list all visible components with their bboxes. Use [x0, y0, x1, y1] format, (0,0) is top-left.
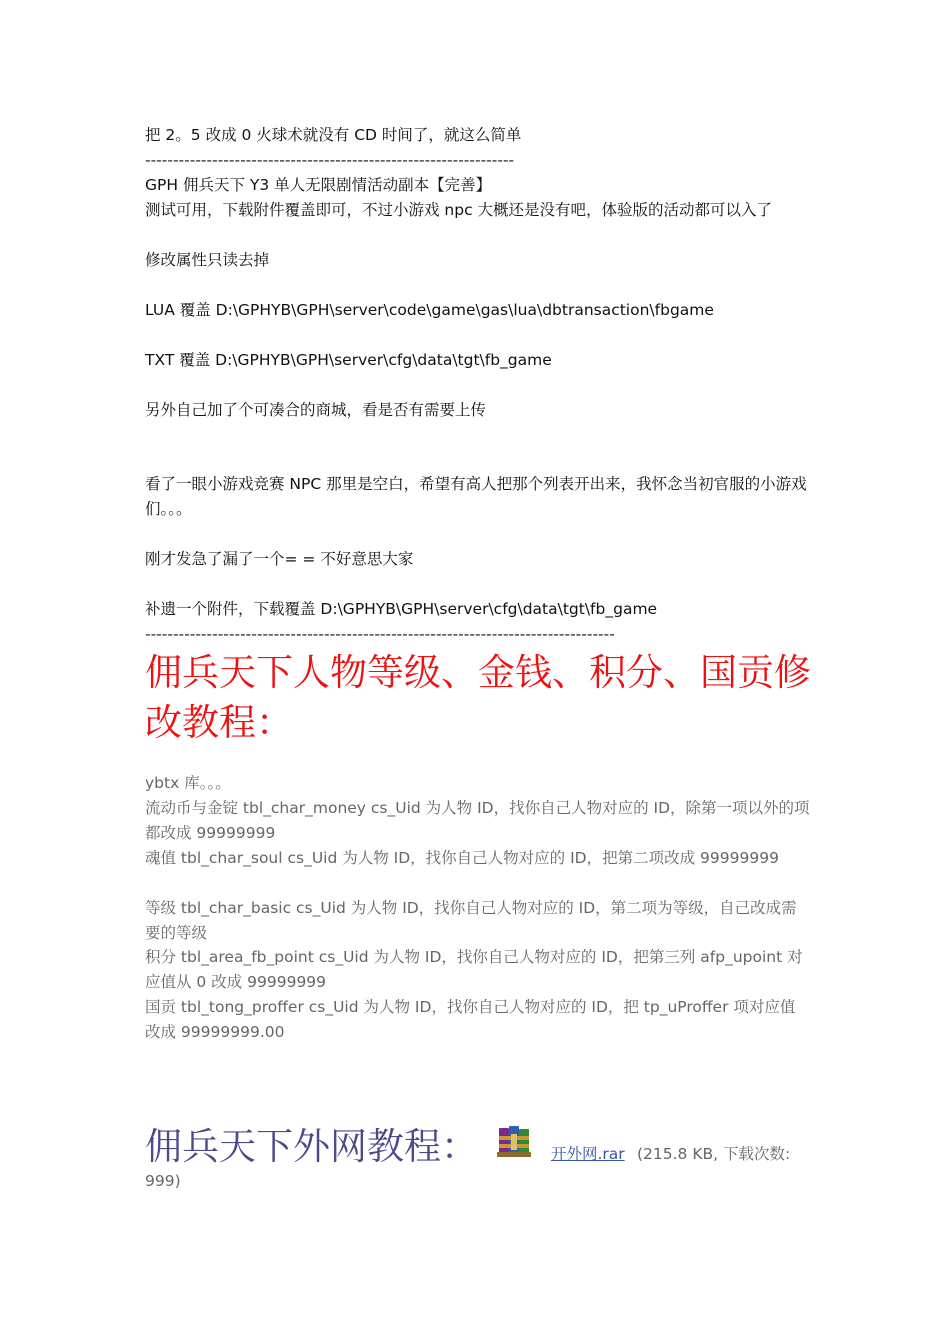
- paragraph-sorry: 刚才发急了漏了一个= = 不好意思大家: [145, 550, 414, 568]
- path-lua: LUA 覆盖 D:\GPHYB\GPH\server\code\game\gas\lua\dbtransaction\fbgame: [145, 301, 714, 319]
- paragraph-test: 测试可用，下载附件覆盖即可，不过小游戏 npc 大概还是没有吧，体验版的活动都可以入了: [145, 201, 773, 219]
- separator-line: ------------------------------------------------------------------------------------: [145, 625, 615, 643]
- money-instruction: 流动币与金锭 tbl_char_money cs_Uid 为人物 ID，找你自己人物对应的 ID，除第一项以外的项都改成 99999999: [145, 799, 810, 842]
- fireball-cd-tip: 把 2。5 改成 0 火球术就没有 CD 时间了，就这么简单: [145, 126, 522, 144]
- attachment-meta: (215.8 KB, 下载次数:: [637, 1145, 791, 1163]
- paragraph-shop: 另外自己加了个可凑合的商城，看是否有需要上传: [145, 401, 487, 419]
- attachment-meta-continued: 999): [145, 1172, 181, 1190]
- section-title: GPH 佣兵天下 Y3 单人无限剧情活动副本【完善】: [145, 176, 492, 194]
- tong-instruction: 国贡 tbl_tong_proffer cs_Uid 为人物 ID，找你自己人物对应的 ID，把 tp_uProffer 项对应值改成 99999999.00: [145, 998, 796, 1041]
- path-supplement: 补遗一个附件，下载覆盖 D:\GPHYB\GPH\server\cfg\data\tgt\fb_game: [145, 600, 658, 618]
- level-instruction: 等级 tbl_char_basic cs_Uid 为人物 ID，找你自己人物对应的 ID，第二项为等级，自己改成需要的等级: [145, 899, 797, 942]
- attachment-link[interactable]: 开外网.rar: [551, 1145, 625, 1163]
- points-instruction: 积分 tbl_area_fb_point cs_Uid 为人物 ID，找你自己人物对应的 ID，把第三列 afp_upoint 对应值从 0 改成 99999999: [145, 948, 803, 991]
- paragraph-readonly: 修改属性只读去掉: [145, 251, 270, 269]
- soul-instruction: 魂值 tbl_char_soul cs_Uid 为人物 ID，找你自己人物对应的 ID，把第二项改成 99999999: [145, 849, 779, 867]
- separator-line: ------------------------------------------------------------------: [145, 151, 515, 169]
- paragraph-npc: 看了一眼小游戏竞赛 NPC 那里是空白，希望有高人把那个列表开出来，我怀念当初官服的小游戏们。。。: [145, 475, 807, 518]
- db-name: ybtx 库。。。: [145, 774, 231, 792]
- winrar-archive-icon[interactable]: [495, 1122, 535, 1160]
- tutorial-heading: 佣兵天下人物等级、金钱、积分、国贡修改教程：: [145, 651, 811, 744]
- outside-heading: 佣兵天下外网教程：: [145, 1125, 478, 1168]
- path-txt: TXT 覆盖 D:\GPHYB\GPH\server\cfg\data\tgt\fb_game: [145, 351, 552, 369]
